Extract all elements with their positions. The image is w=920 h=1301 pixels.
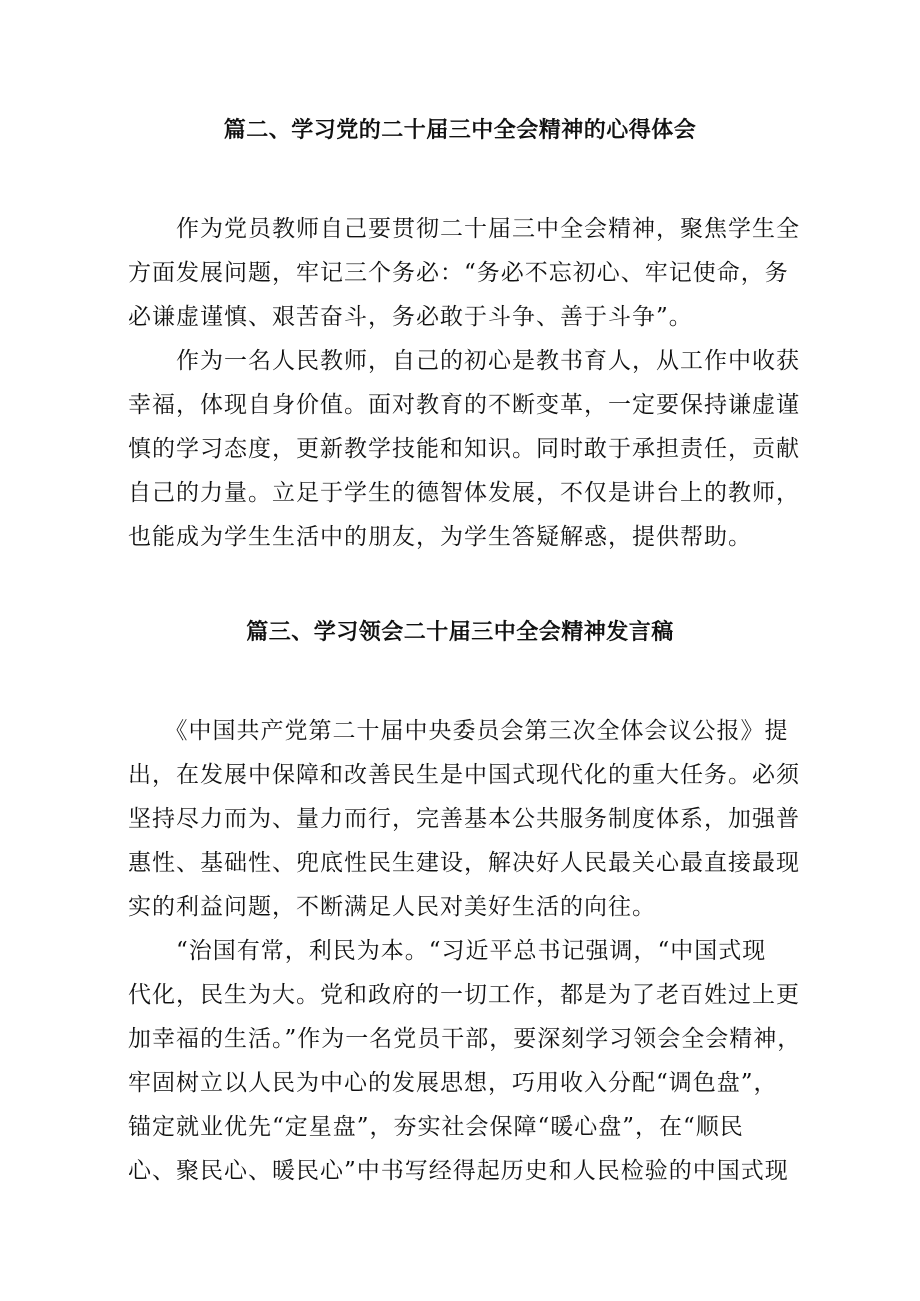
section-3-paragraph-2-line: 锚定就业优先“定星盘”，夯实社会保障“暖心盘”，在“顺民: [128, 1114, 744, 1140]
section-3-paragraph-1-line: 坚持尽力而为、量力而行，完善基本公共服务制度体系，加强普: [128, 806, 800, 832]
section-2-paragraph-1-line: 作为党员教师自己要贯彻二十届三中全会精神，聚焦学生全: [128, 216, 800, 242]
section-2-paragraph-2-line: 作为一名人民教师，自己的初心是教书育人，从工作中收获: [128, 348, 800, 374]
section-2-paragraph-2-line: 慎的学习态度，更新教学技能和知识。同时敢于承担责任，贡献: [128, 436, 800, 462]
section-3-paragraph-1-line: 惠性、基础性、兜底性民生建设，解决好人民最关心最直接最现: [128, 850, 800, 876]
section-2-paragraph-1-line: 方面发展问题，牢记三个务必：“务必不忘初心、牢记使命，务: [128, 260, 789, 286]
section-2-title: 篇二、学习党的二十届三中全会精神的心得体会: [223, 118, 697, 143]
section-2-paragraph-1-line: 必谦虚谨慎、艰苦奋斗，务必敢于斗争、善于斗争”。: [128, 304, 693, 330]
section-3-title: 篇三、学习领会二十届三中全会精神发言稿: [246, 620, 674, 645]
section-3-paragraph-2-line: 代化，民生为大。党和政府的一切工作，都是为了老百姓过上更: [128, 982, 800, 1008]
section-2-paragraph-2-line: 幸福，体现自身价值。面对教育的不断变革，一定要保持谦虚谨: [128, 392, 800, 418]
section-2-paragraph-2-line: 也能成为学生生活中的朋友，为学生答疑解惑，提供帮助。: [128, 524, 752, 550]
section-3-paragraph-1-line: 实的利益问题，不断满足人民对美好生活的向往。: [128, 894, 656, 920]
section-3-paragraph-2-line: 牢固树立以人民为中心的发展思想，巧用收入分配“调色盘”，: [128, 1070, 778, 1096]
section-3-paragraph-1-line: 《中国共产党第二十届中央委员会第三次全体会议公报》提: [128, 718, 789, 744]
section-3-paragraph-2-line: “治国有常，利民为本。“习近平总书记强调，“中国式现: [128, 938, 767, 964]
section-3-paragraph-1-line: 出，在发展中保障和改善民生是中国式现代化的重大任务。必须: [128, 762, 800, 788]
section-3-paragraph-2-line: 加幸福的生活。”作为一名党员干部，要深刻学习领会全会精神，: [128, 1026, 802, 1052]
section-3-paragraph-2-line: 心、聚民心、暖民心”中书写经得起历史和人民检验的中国式现: [128, 1158, 789, 1184]
section-2-paragraph-2-line: 自己的力量。立足于学生的德智体发展，不仅是讲台上的教师，: [128, 480, 800, 506]
